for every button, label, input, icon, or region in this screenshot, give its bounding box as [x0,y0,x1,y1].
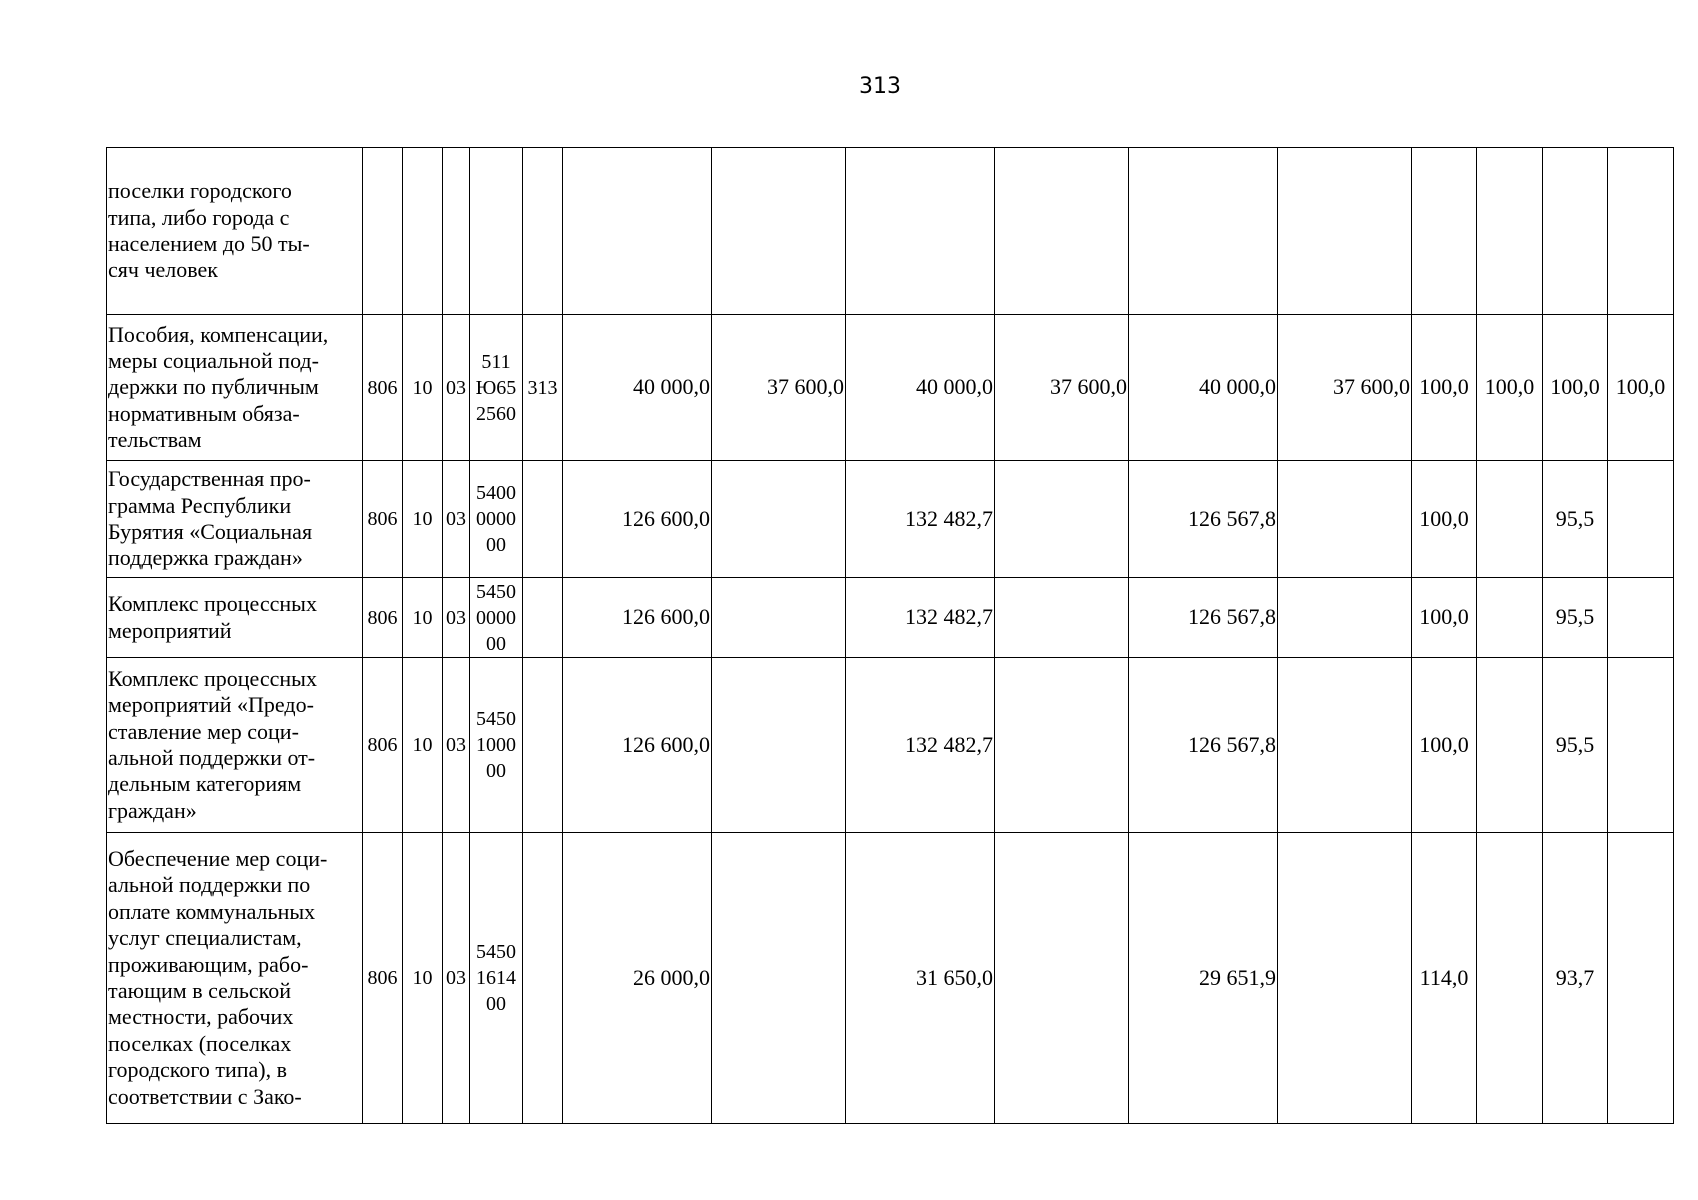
amount-refined-total-cell: 132 482,7 [846,578,995,658]
amount-plan-total-cell: 126 600,0 [563,658,712,833]
subsection-code-cell: 03 [443,315,470,461]
expense-type-code-cell [523,148,563,315]
row-name-cell: Комплекс процессных мероприятий [107,578,363,658]
ved-code-cell: 806 [363,461,403,578]
budget-table [106,147,1674,1124]
amount-refined-federal-cell: 37 600,0 [995,315,1129,461]
amount-refined-federal-cell [995,833,1129,1124]
amount-refined-federal-cell [995,148,1129,315]
expense-type-code-cell [523,578,563,658]
percent-1-cell: 114,0 [1412,833,1477,1124]
percent-3-cell: 93,7 [1543,833,1608,1124]
target-article-code-cell: 5450 1000 00 [470,658,523,833]
amount-plan-total-cell: 40 000,0 [563,315,712,461]
amount-refined-total-cell [846,148,995,315]
table-row [107,315,1674,461]
percent-1-cell: 100,0 [1412,578,1477,658]
row-name-cell: Комплекс процессных мероприятий «Предо- ставление мер соци- альной поддержки от- дельным категориям граждан» [107,658,363,833]
amount-plan-federal-cell: 37 600,0 [712,315,846,461]
page-number: 313 [859,74,901,99]
subsection-code-cell: 03 [443,461,470,578]
subsection-code-cell [443,148,470,315]
amount-plan-federal-cell [712,148,846,315]
percent-2-cell [1477,148,1543,315]
amount-refined-federal-cell [995,461,1129,578]
percent-3-cell [1543,148,1608,315]
amount-executed-total-cell: 126 567,8 [1129,461,1278,578]
percent-2-cell [1477,461,1543,578]
target-article-code-cell [470,148,523,315]
section-code-cell: 10 [403,833,443,1124]
amount-refined-total-cell: 31 650,0 [846,833,995,1124]
amount-executed-federal-cell [1278,578,1412,658]
amount-plan-total-cell: 126 600,0 [563,461,712,578]
amount-executed-federal-cell [1278,461,1412,578]
amount-plan-federal-cell [712,578,846,658]
table-row [107,578,1674,658]
percent-1-cell: 100,0 [1412,658,1477,833]
percent-3-cell: 95,5 [1543,658,1608,833]
percent-4-cell [1608,578,1674,658]
amount-executed-federal-cell [1278,148,1412,315]
target-article-code-cell: 5400 0000 00 [470,461,523,578]
percent-3-cell: 100,0 [1543,315,1608,461]
ved-code-cell: 806 [363,658,403,833]
percent-4-cell [1608,658,1674,833]
amount-executed-total-cell: 126 567,8 [1129,658,1278,833]
amount-plan-federal-cell [712,658,846,833]
row-name-cell: Обеспечение мер соци- альной поддержки по оплате коммунальных услуг специалистам, проживающим, рабо- тающим в сельской местности, рабочих поселках (поселках городского типа), в соответствии с Зако- [107,833,363,1124]
percent-3-cell: 95,5 [1543,461,1608,578]
amount-refined-total-cell: 40 000,0 [846,315,995,461]
percent-4-cell [1608,148,1674,315]
amount-executed-total-cell: 40 000,0 [1129,315,1278,461]
target-article-code-cell: 5450 0000 00 [470,578,523,658]
section-code-cell: 10 [403,461,443,578]
table-row [107,658,1674,833]
ved-code-cell: 806 [363,578,403,658]
amount-refined-total-cell: 132 482,7 [846,658,995,833]
percent-3-cell: 95,5 [1543,578,1608,658]
target-article-code-cell: 5450 1614 00 [470,833,523,1124]
table-row [107,148,1674,315]
amount-executed-total-cell: 126 567,8 [1129,578,1278,658]
percent-4-cell [1608,461,1674,578]
section-code-cell: 10 [403,578,443,658]
amount-plan-total-cell: 26 000,0 [563,833,712,1124]
table-row [107,461,1674,578]
percent-4-cell: 100,0 [1608,315,1674,461]
percent-1-cell [1412,148,1477,315]
section-code-cell: 10 [403,315,443,461]
row-name-cell: поселки городского типа, либо города с населением до 50 ты- сяч человек [107,148,363,315]
percent-2-cell [1477,833,1543,1124]
section-code-cell [403,148,443,315]
percent-2-cell [1477,578,1543,658]
amount-plan-total-cell [563,148,712,315]
percent-1-cell: 100,0 [1412,461,1477,578]
amount-executed-federal-cell [1278,833,1412,1124]
expense-type-code-cell [523,658,563,833]
target-article-code-cell: 511 Ю65 2560 [470,315,523,461]
amount-plan-federal-cell [712,833,846,1124]
amount-refined-federal-cell [995,658,1129,833]
amount-executed-total-cell [1129,148,1278,315]
row-name-cell: Пособия, компенсации, меры социальной под- держки по публичным нормативным обяза- тельствам [107,315,363,461]
amount-refined-total-cell: 132 482,7 [846,461,995,578]
amount-refined-federal-cell [995,578,1129,658]
percent-2-cell [1477,658,1543,833]
expense-type-code-cell [523,461,563,578]
subsection-code-cell: 03 [443,658,470,833]
percent-4-cell [1608,833,1674,1124]
ved-code-cell [363,148,403,315]
expense-type-code-cell [523,833,563,1124]
percent-1-cell: 100,0 [1412,315,1477,461]
ved-code-cell: 806 [363,315,403,461]
percent-2-cell: 100,0 [1477,315,1543,461]
amount-plan-total-cell: 126 600,0 [563,578,712,658]
subsection-code-cell: 03 [443,578,470,658]
amount-executed-federal-cell: 37 600,0 [1278,315,1412,461]
ved-code-cell: 806 [363,833,403,1124]
table-row [107,833,1674,1124]
amount-executed-total-cell: 29 651,9 [1129,833,1278,1124]
amount-executed-federal-cell [1278,658,1412,833]
amount-plan-federal-cell [712,461,846,578]
subsection-code-cell: 03 [443,833,470,1124]
section-code-cell: 10 [403,658,443,833]
expense-type-code-cell: 313 [523,315,563,461]
row-name-cell: Государственная про- грамма Республики Бурятия «Социальная поддержка граждан» [107,461,363,578]
